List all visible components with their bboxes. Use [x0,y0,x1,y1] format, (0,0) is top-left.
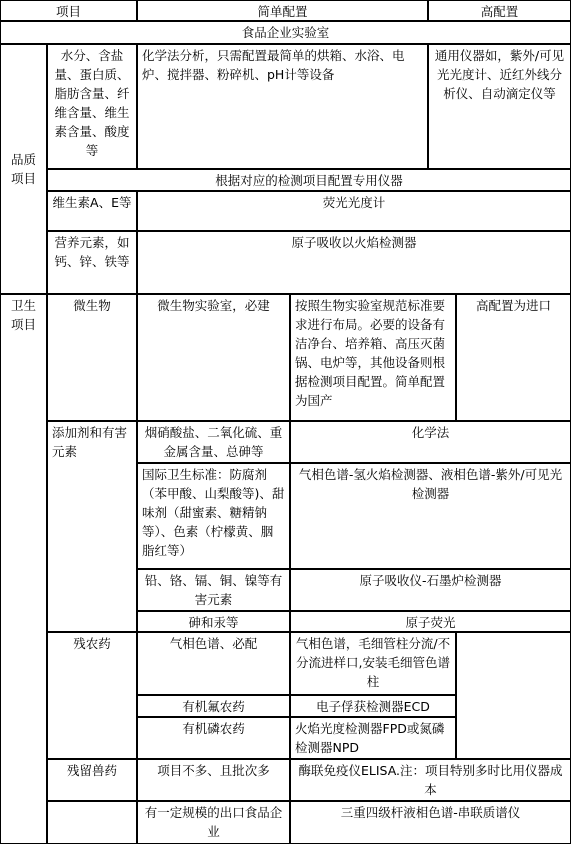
quality-label: 品质项目 [0,44,47,294]
additive-row-method: 原子荧光 [290,611,571,632]
quality-item-basic-nutrients: 水分、含盐量、蛋白质、脂肪含量、纤维含量、维生素含量、酸度等 [47,44,137,169]
header-item: 项目 [0,0,137,21]
vet-drug-method: 酶联免疫仪ELISA.注：项目特别多时比用仪器成本 [290,759,571,801]
additive-row-method: 原子吸收仪-石墨炉检测器 [290,569,571,611]
additive-row-name: 国际卫生标准：防腐剂（苯甲酸、山梨酸等)、甜味剂（甜蜜素、糖精钠等）、色素（柠檬黄、胭脂红等） [137,463,290,569]
hygiene-item-additives: 添加剂和有害元素 [47,421,137,632]
export-company-method: 三重四级杆液相色谱-串联质谱仪 [290,801,571,844]
pesticide-row-method: 气相色谱，毛细管柱分流/不分流进样口,安装毛细管色谱柱 [290,632,456,695]
microbe-detail: 按照生物实验室规范标准要求进行布局。必要的设备有洁净台、培养箱、高压灭菌锅、电炉等，其他设备则根据检测项目配置。简单配置为国产 [290,294,456,421]
additive-row-name: 砷和汞等 [137,611,290,632]
vet-drug-name: 项目不多、且批次多 [137,759,290,801]
pesticide-row-name: 气相色谱、必配 [137,632,290,695]
hygiene-item-pesticide: 残农药 [47,632,137,759]
quality-advanced-config: 通用仪器如，紫外/可见光光度计、近红外线分析仪、自动滴定仪等 [428,44,571,169]
section-title: 食品企业实验室 [0,21,571,44]
hygiene-item-microbe: 微生物 [47,294,137,421]
quality-elements-instrument: 原子吸收以火焰检测器 [137,231,571,294]
additive-row-name: 铅、铬、镉、铜、镍等有害元素 [137,569,290,611]
pesticide-row-name: 有机氟农药 [137,695,290,717]
hygiene-item-vet-drug: 残留兽药 [47,759,137,801]
header-advanced: 高配置 [428,0,571,21]
microbe-advanced: 高配置为进口 [456,294,571,421]
additive-row-method: 化学法 [290,421,571,463]
additive-row-method: 气相色谱-氢火焰检测器、液相色谱-紫外/可见光检测器 [290,463,571,569]
additive-row-name: 烟硝酸盐、二氧化硫、重金属含量、总砷等 [137,421,290,463]
pesticide-row-method: 电子俘获检测器ECD [290,695,456,717]
pesticide-advanced-empty [456,632,571,759]
quality-item-vitamins: 维生素A、E等 [47,191,137,231]
quality-basic-config: 化学法分析，只需配置最简单的烘箱、水浴、电炉、搅拌器、粉碎机、pH计等设备 [137,44,428,169]
pesticide-row-method: 火焰光度检测器FPD或氮磷检测器NPD [290,717,456,759]
export-company-name: 有一定规模的出口食品企业 [137,801,290,844]
hygiene-label: 卫生项目 [0,294,47,844]
header-basic: 简单配置 [137,0,428,21]
quality-item-elements: 营养元素，如钙、锌、铁等 [47,231,137,294]
quality-special-note: 根据对应的检测项目配置专用仪器 [47,169,571,191]
microbe-basic: 微生物实验室，必建 [137,294,290,421]
pesticide-row-name: 有机磷农药 [137,717,290,759]
export-item-empty [47,801,137,844]
quality-vitamins-instrument: 荧光光度计 [137,191,571,231]
